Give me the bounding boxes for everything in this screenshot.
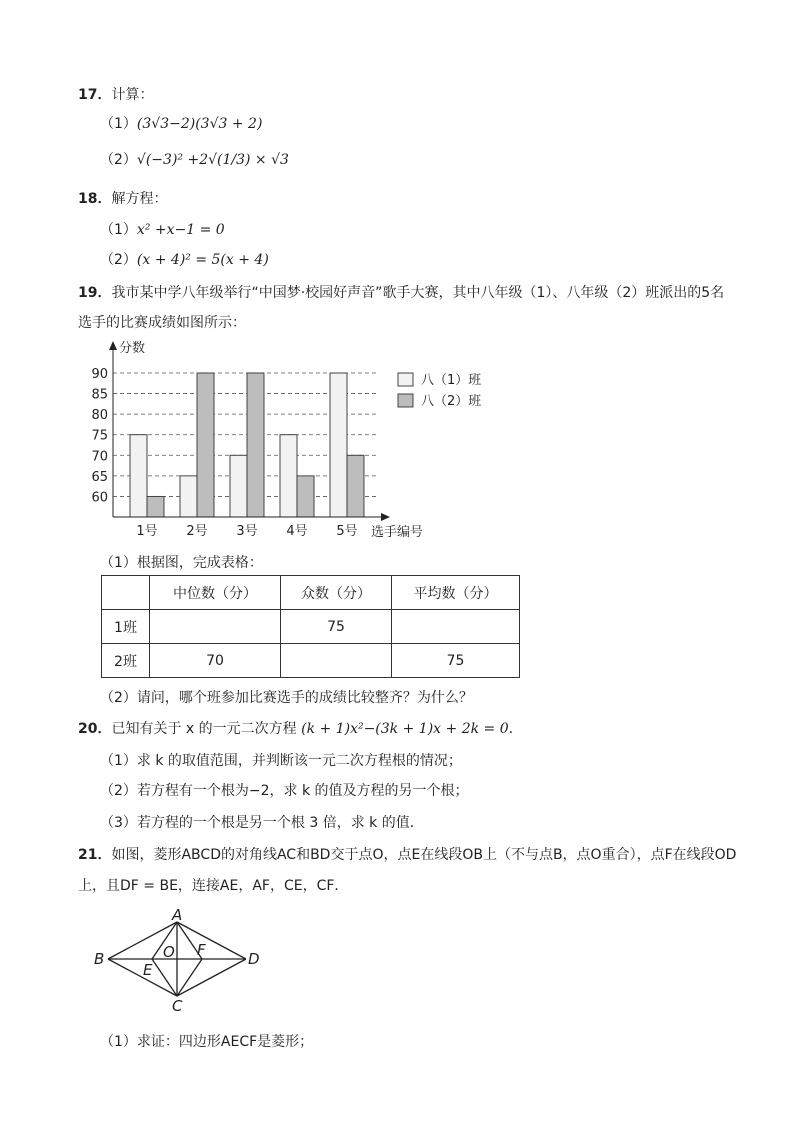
q17-part1-label: （1） <box>100 116 137 132</box>
segment-cf <box>177 959 202 996</box>
table-header-row <box>102 576 520 610</box>
q18-number: 18． <box>78 191 112 207</box>
table-header-cell: 众数（分） <box>281 576 392 610</box>
y-tick-label: 75 <box>91 428 108 444</box>
legend-swatch <box>398 394 413 407</box>
q20-part2: （2）若方程有一个根为−2，求 k 的值及方程的另一个根； <box>100 783 469 799</box>
q18-part2-expr: (x + 4)² = 5(x + 4) <box>136 252 269 268</box>
q20-part1: （1）求 k 的取值范围，并判断该一元二次方程根的情况； <box>100 753 462 769</box>
bar <box>330 373 347 517</box>
q20-stem-text: 已知有关于 x 的一元二次方程 <box>111 721 297 737</box>
q20-stem-end: ． <box>508 721 523 737</box>
table-header-cell <box>102 576 150 610</box>
table-header-cell: 平均数（分） <box>392 576 520 610</box>
q18-part1-label: （1） <box>100 222 137 238</box>
q19-sub2: （2）请问，哪个班参加比赛选手的成绩比较整齐？为什么？ <box>100 690 473 706</box>
bar <box>147 496 164 517</box>
y-tick-label: 80 <box>91 408 108 424</box>
q18-part2-label: （2） <box>100 252 137 268</box>
q20-part3: （3）若方程的一个根是另一个根 3 倍，求 k 的值． <box>100 815 424 831</box>
label-f: F <box>197 941 206 959</box>
segment-dc <box>177 959 246 996</box>
q21-part1: （1）求证：四边形AECF是菱形； <box>100 1034 314 1050</box>
y-axis-arrow <box>109 341 117 350</box>
stats-table <box>101 575 520 678</box>
y-tick-label: 85 <box>91 387 108 403</box>
label-a: A <box>172 906 183 924</box>
q20-stem <box>78 718 523 738</box>
q21-stem-line1: 如图，菱形ABCD的对角线AC和BD交于点O，点E在线段OB上（不与点B，点O重合），点F在线段OD <box>111 847 737 863</box>
q20-number: 20． <box>78 721 112 737</box>
bar <box>347 455 364 517</box>
bar <box>247 373 264 517</box>
x-tick-label: 3号 <box>236 524 258 539</box>
q17-number: 17． <box>78 87 112 103</box>
x-axis-arrow <box>381 513 390 521</box>
q19-stem-line2: 选手的比赛成绩如图所示： <box>78 315 246 331</box>
bar <box>280 435 297 517</box>
label-o: O <box>163 943 175 961</box>
legend-swatch <box>398 373 413 386</box>
q19-sub1: （1）根据图，完成表格： <box>100 555 263 571</box>
q17-part2-expr: √(−3)² +2√(1/3) × √3 <box>136 152 289 168</box>
q19-number: 19． <box>78 285 112 301</box>
q18-part1-expr: x² +x−1 = 0 <box>136 222 225 238</box>
bar <box>197 373 214 517</box>
x-tick-label: 1号 <box>136 524 158 539</box>
bar <box>180 476 197 517</box>
x-tick-label: 2号 <box>186 524 208 539</box>
table-row <box>102 644 520 678</box>
label-d: D <box>248 950 260 968</box>
y-tick-label: 65 <box>91 469 108 485</box>
label-b: B <box>94 950 105 968</box>
bar <box>230 455 247 517</box>
q19-stem-line1: 我市某中学八年级举行“中国梦·校园好声音”歌手大赛，其中八年级（1）、八年级（2）班派出的5名 <box>111 285 725 301</box>
y-axis-label: 分数 <box>119 341 146 356</box>
bar <box>297 476 314 517</box>
table-cell <box>150 610 281 644</box>
x-tick-label: 4号 <box>286 524 308 539</box>
q21-line1 <box>78 844 736 864</box>
x-axis-label: 选手编号 <box>371 525 424 540</box>
table-cell: 75 <box>281 610 392 644</box>
table-header-cell: 中位数（分） <box>150 576 281 610</box>
table-row <box>102 610 520 644</box>
y-tick-label: 60 <box>91 490 108 506</box>
table-cell: 1班 <box>102 610 150 644</box>
q18-stem: 解方程： <box>111 191 168 207</box>
label-c: C <box>172 997 183 1015</box>
q17-part1-expr: (3√3−2)(3√3 + 2) <box>136 116 263 132</box>
legend-label: 八（1）班 <box>421 373 482 388</box>
rhombus-diagram <box>90 905 270 1015</box>
q20-equation: (k + 1)x²−(3k + 1)x + 2k = 0 <box>301 721 509 737</box>
label-e: E <box>143 961 153 979</box>
table-cell: 75 <box>392 644 520 678</box>
q17-part2-label: （2） <box>100 152 137 168</box>
table-cell: 2班 <box>102 644 150 678</box>
q21-stem-line2: 上，且DF = BE，连接AE，AF，CE，CF． <box>78 878 349 894</box>
table-cell: 70 <box>150 644 281 678</box>
table-cell <box>392 610 520 644</box>
table-cell <box>281 644 392 678</box>
q21-number: 21． <box>78 847 112 863</box>
x-tick-label: 5号 <box>336 524 358 539</box>
segment-ad <box>177 922 246 959</box>
segment-ce <box>152 959 177 996</box>
q17-stem: 计算： <box>111 87 154 103</box>
y-tick-label: 70 <box>91 449 108 465</box>
y-tick-label: 90 <box>91 367 108 382</box>
legend-label: 八（2）班 <box>421 394 482 409</box>
bar <box>130 435 147 517</box>
